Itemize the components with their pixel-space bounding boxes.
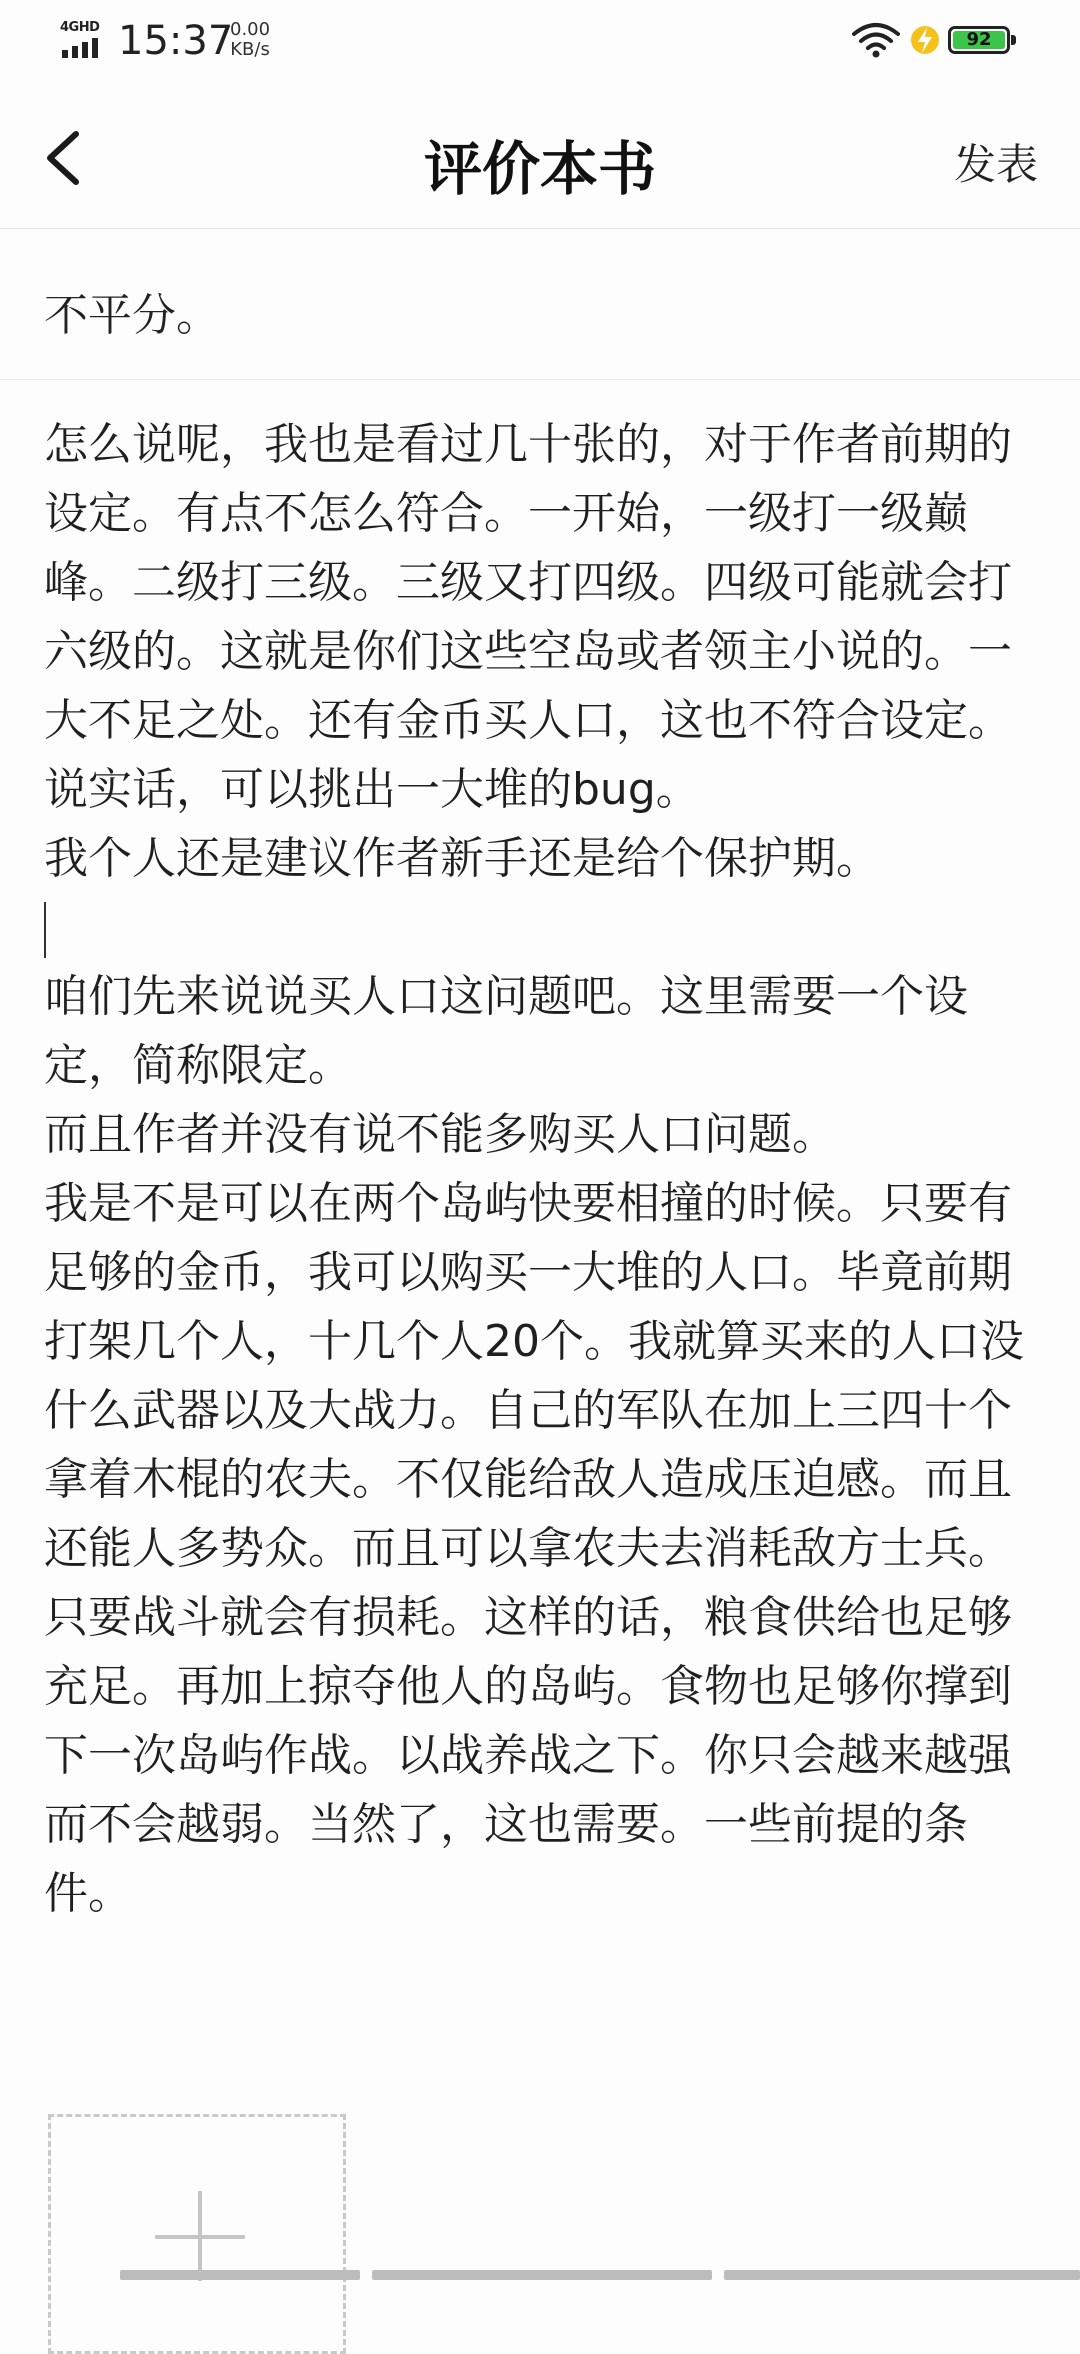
signal-icon: [60, 20, 106, 60]
wifi-icon: [852, 22, 900, 58]
bottom-toolbar-edge: [120, 2270, 1080, 2280]
review-paragraph-empty: [44, 893, 1044, 962]
network-speed-unit: KB/s: [230, 39, 270, 60]
network-label: 4GHD: [60, 20, 100, 35]
review-paragraph: 怎么说呢，我也是看过几十张的，对于作者前期的设定。有点不怎么符合。一开始，一级打一级巅峰。二级打三级。三级又打四级。四级可能就会打六级的。这就是你们这些空岛或者领主小说的。一大不足之处。还有金币买人口，这也不符合设定。说实话，可以挑出一大堆的bug。: [44, 419, 1012, 815]
review-paragraph: 我是不是可以在两个岛屿快要相撞的时候。只要有足够的金币，我可以购买一大堆的人口。毕竟前期打架几个人，十几个人20个。我就算买来的人口没什么武器以及大战力。自己的军队在加上三四十个拿着木棍的农夫。不仅能给敌人造成压迫感。而且还能人多势众。而且可以拿农夫去消耗敌方士兵。只要战斗就会有损耗。这样的话，粮食供给也足够充足。再加上掠夺他人的岛屿。食物也足够你撑到下一次岛屿作战。以战养战之下。你只会越来越强而不会越弱。当然了，这也需要。一些前提的条件。: [44, 1178, 1024, 1919]
plus-icon-vertical: [198, 2191, 202, 2281]
network-speed-value: 0.00: [230, 19, 271, 40]
review-paragraph: 而且作者并没有说不能多购买人口问题。: [44, 1109, 836, 1160]
battery-level: 92: [966, 29, 992, 50]
review-body-field[interactable]: [44, 410, 1044, 1928]
clock: 15:37: [118, 18, 234, 64]
charging-bolt-icon: [910, 22, 940, 58]
publish-button[interactable]: 发表: [953, 140, 1038, 189]
navigation-bar: [0, 80, 1080, 229]
text-cursor: [44, 902, 46, 958]
review-paragraph: 咱们先来说说买人口这问题吧。这里需要一个设定，简称限定。: [44, 971, 968, 1091]
page-title: 评价本书: [423, 135, 656, 203]
review-title-field[interactable]: [0, 229, 1080, 380]
status-bar: [0, 0, 1080, 80]
network-speed: [230, 20, 270, 60]
battery-icon: [948, 26, 1010, 54]
review-title-text: 不平分。: [44, 290, 220, 341]
review-paragraph: 我个人还是建议作者新手还是给个保护期。: [44, 833, 880, 884]
add-image-button[interactable]: [48, 2114, 346, 2354]
